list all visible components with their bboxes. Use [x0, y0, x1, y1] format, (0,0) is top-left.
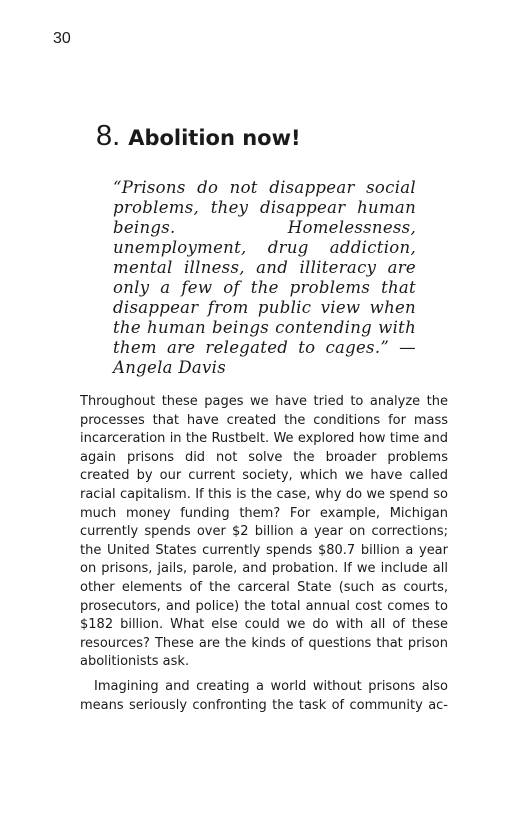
body-text [80, 393, 448, 715]
body-paragraph: Imagining and creating a world without prisons also means seriously confronting the task of community ac- [80, 678, 448, 713]
chapter-number: 8. [96, 120, 121, 152]
epigraph [113, 178, 416, 378]
chapter-heading [96, 116, 301, 153]
chapter-title: Abolition now! [128, 126, 301, 150]
epigraph-quote: “Prisons do not disappear social problems, they disappear human beings. Homelessness, unemployment, drug addiction, mental illness, and illiteracy are only a few of the problems that disappear from public view when the human beings contending with them are relegated to cages.” [113, 178, 416, 357]
page-number: 30 [53, 30, 71, 47]
epigraph-attribution: —Angela Davis [113, 338, 416, 377]
body-paragraph: Throughout these pages we have tried to analyze the processes that have created the conditions for mass incarceration in the Rustbelt. We explored how time and again prisons did not solve the broader problems created by our current society, which we have called racial capitalism. If this is the case, why do we spend so much money funding them? For example, Michigan currently spends over $2 billion a year on corrections; the United States currently spends $80.7 billion a year on prisons, jails, parole, and probation. If we include all other elements of the carceral State (such as courts, prosecutors, and police) the total annual cost comes to $182 billion. What else could we do with all of these resources? These are the kinds of questions that prison abolitionists ask. [80, 394, 448, 670]
